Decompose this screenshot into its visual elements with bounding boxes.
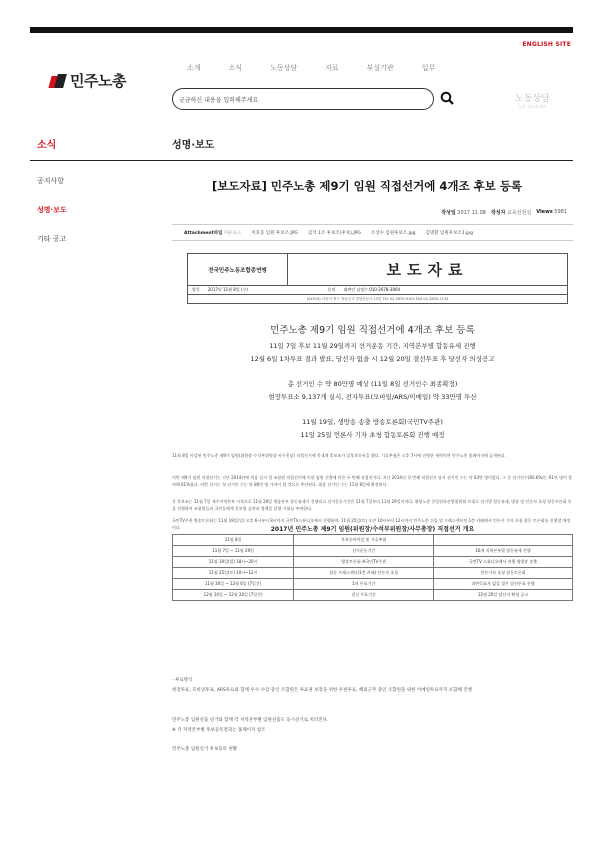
meta-date: 2017.11.08	[457, 210, 486, 216]
search-input[interactable]: 궁금하신 내용을 입력해주세요	[172, 88, 434, 110]
note: 민주노총 임원선출 선거와 함께 각 지역본부별 임원선출도 동시선거로 치러진다.	[172, 718, 329, 723]
table-cell: 후보등록마감 및 기호추첨	[294, 535, 434, 546]
meta-author-label: 작성자	[490, 210, 506, 216]
release-org: 전국민주노동조합총연맹	[188, 254, 288, 285]
table-cell: 12월 20일 당선자 확정 공고	[434, 590, 573, 601]
table-cell: 국민TV 스튜디오에서 진행 생방송 송출	[434, 557, 573, 568]
sidebar	[37, 176, 67, 263]
table-row	[173, 568, 573, 579]
divider	[30, 160, 573, 161]
search-icon[interactable]	[440, 91, 454, 105]
main-nav	[187, 63, 463, 73]
table-cell: 결선 투표기간	[294, 590, 434, 601]
table-cell: 11월 30일 ~ 12월 6일 (7일간)	[173, 579, 294, 590]
consult-title: 노동상담	[515, 94, 550, 104]
table-cell	[434, 535, 573, 546]
table-cell: 11월 7일 ~ 11월 29일	[173, 546, 294, 557]
release-line: 11일 7일 후보 11월 29일까지 선거운동 기간, 지역본부별 합동유세 진행	[269, 342, 476, 350]
table-cell: 11월 8일	[173, 535, 294, 546]
release-line: 현장투표소 9,137개 실시, 전자투표(모바일/ARS/이메일) 약 33만명 투산	[268, 393, 477, 401]
table-row	[173, 535, 573, 546]
table-cell: 방송토론회 ※국민TV주관	[294, 557, 434, 568]
note: - 투표방식	[172, 678, 193, 683]
logo-text: 민주노총	[70, 72, 126, 90]
table-cell: 1차 투표기간	[294, 579, 434, 590]
nav-item-work[interactable]: 입무	[421, 64, 436, 72]
sidebar-item-other[interactable]: 기타 공고	[37, 235, 67, 243]
table-cell: 11월 25일(토) 10시~12시	[173, 568, 294, 579]
attachments-bar	[172, 224, 573, 241]
attach-hint: 다운로드	[223, 230, 242, 236]
table-row	[173, 546, 573, 557]
top-bar	[30, 27, 573, 33]
release-line: 11월 19일, 생방송 송출 방송토론회(국민TV주관)	[302, 418, 443, 426]
release-value: 대변인 남정수 010-2678-3064	[343, 287, 401, 292]
table-row	[173, 590, 573, 601]
post-meta	[441, 209, 567, 216]
note: 민주노총 임원선거 후보등록 현황	[172, 747, 238, 752]
table-cell: 선거운동기간	[294, 546, 434, 557]
attachment-link[interactable]: 이호동 임원 후보조.JPG	[251, 230, 298, 236]
release-title: 보도자료	[386, 261, 469, 279]
consult-subtitle: 도움 필요하세요	[518, 104, 547, 109]
release-address: (04519) 서울시 중구 정동길 3 경향신문사 13층 TEL 02-2670-9100 FAX 02-2635-1134	[306, 296, 449, 301]
body-paragraph: 이번 제9기 임원 직접선거는 지난 2014년에 처음 실시 첫 조합원 직접선거에 이한 임원 선출에 이은 두 번째 직접선거다. 지난 2014년 첫 번째 직접선거 당시 선거인 수는 약 63만 명이었다. 그 중 선거인수(60.6%)는 61만 명이 참여해 61%였다. 이번 선거는 첫 선거인 수는 약 80만 명 가까이 될 것으로 추산된다. 최종 선거인 수는 11월 8일에 확정된다.	[172, 475, 572, 487]
table-cell: 합동 프레스센터(1층 카페) 언론사 초청	[294, 568, 434, 579]
page-title: 성명·보도	[172, 140, 215, 151]
meta-views-label: Views	[536, 209, 553, 215]
table-cell: 16개 지역본부별 합동유세 진행	[434, 546, 573, 557]
nav-item-resources[interactable]: 자료	[325, 64, 339, 72]
nav-item-affiliates[interactable]: 부설기관	[366, 64, 394, 72]
note: 현장투표, 모바일투표, ARS투표와 함께 우수 수감 중인 조합원은 투표권 보장을 위한 우편투표, 해외근무 중인 조합원을 위한 이메일투표까지 포함해 진행	[172, 688, 472, 693]
release-label: 문의	[327, 287, 336, 292]
table-cell: 12월 14일 ~ 12월 20일 (7일간)	[173, 590, 294, 601]
sidebar-title: 소식	[37, 140, 57, 151]
table-row	[173, 557, 573, 568]
attachment-link[interactable]: 김석 1조 후보조(후보).JPG	[307, 230, 361, 236]
release-value: 2017년 11월 8일 (수)	[207, 287, 248, 292]
table-cell: 언론기자 초청 합동토론회	[434, 568, 573, 579]
release-line: 11일 25일 언론사 기자 초청 합동토론회 진행 예정	[300, 431, 445, 439]
nav-item-labor-consult[interactable]: 노동상담	[270, 64, 298, 72]
body-paragraph: 11월 8일 마감된 민주노총 제9기 임원(위원장-수석부위원장-사무총장) 직접선거에 총 4개 후보조가 입후보등록을 했다. 기호추첨은 오후 7시에 진행한 세력이며 민주노총 홈페이지에 공개된다.	[172, 453, 506, 458]
schedule-table	[172, 534, 573, 601]
release-line: 총 선거인 수 약 80만명 예상 (11일 8일 선거인수 최종확정)	[287, 380, 458, 388]
meta-views: 5981	[554, 209, 567, 215]
release-line: 12월 6일 1차투표 결과 발표, 당선자 없을 시 12월 20일 결선투표 후 당선자 의성공고	[250, 355, 495, 363]
sidebar-item-notice[interactable]: 공지사항	[37, 177, 65, 185]
meta-author: 교육선전실	[507, 210, 532, 216]
nav-item-about[interactable]: 소개	[187, 64, 201, 72]
press-release-header	[187, 253, 568, 304]
english-site-link[interactable]: ENGLISH SITE	[522, 41, 571, 48]
note: ※ 각 지역본부별 후보등록결과는 홈페이지 참조	[172, 728, 266, 733]
body-paragraph: 국민TV주관 방송토론회는 11월 19일(일) 오후 6시부터 8시까지 국민TV스튜디오에서 진행하며, 11월 25일(토) 오전 10시부터 12시까지 민주노총 건물 및 프레스센터인 1층 카페에서 언론사 기자 초청 합동 토론회를 진행할 예정이다.	[172, 518, 571, 530]
attach-label: Attachment파일	[184, 230, 223, 236]
consult-link[interactable]	[515, 91, 550, 110]
body-paragraph: 각 후보조는 11월 7일 제주지역본부 시작으로 11월 29일 세종본부 합동유세가 진행되고 선거운동기간은 11월 7일부터 11월 29일까지다. 위원노총 중앙산하산별위원회 토대로 선거별 합동유세, 방송 및 언론사 초청 합동토론회 등을 진행하며 조합원들과 국민들에게 후보별 공약과 정책을 알릴 기회를 부여한다.	[172, 499, 572, 511]
attachment-link[interactable]: 조상수 임원후보조.jpg	[370, 230, 416, 236]
release-label: 발신	[192, 287, 200, 292]
post-title: [보도자료] 민주노총 제9기 임원 직접선거에 4개조 후보 등록	[211, 179, 523, 193]
logo[interactable]	[50, 70, 126, 91]
release-headline: 민주노총 제9기 임원 직접선거에 4개조 후보 등록	[270, 325, 475, 336]
table-row	[173, 579, 573, 590]
table-cell: 11월 19일(일) 18시~20시	[173, 557, 294, 568]
meta-date-label: 작성일	[441, 210, 456, 216]
sidebar-item-press[interactable]: 성명·보도	[37, 206, 67, 214]
nav-item-news[interactable]: 소식	[228, 64, 243, 72]
attachment-link[interactable]: 김명환 임원후보조1.jpg	[425, 230, 473, 236]
logo-icon	[50, 74, 66, 88]
schedule-title: 2017년 민주노총 제9기 임원(위원장/수석부위원장/사무총장) 직접선거 개요	[270, 526, 475, 533]
table-cell: 과반득표자 없을 경우 결선투표 진행	[434, 579, 573, 590]
